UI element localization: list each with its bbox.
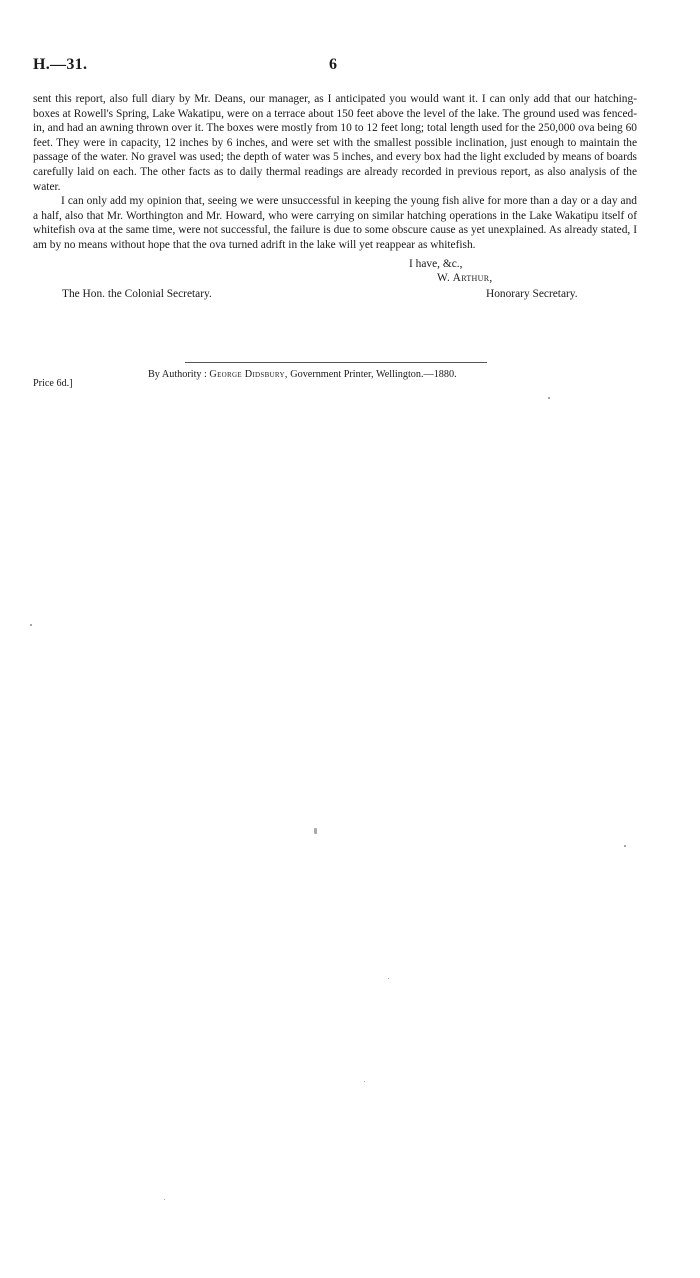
paper-speck xyxy=(388,978,389,979)
signer-name: W. Arthur, xyxy=(437,272,493,284)
paper-speck xyxy=(30,624,32,626)
footer-rule xyxy=(185,362,487,363)
closing-salutation: I have, &c., xyxy=(409,258,463,270)
addressee: The Hon. the Colonial Secretary. xyxy=(62,288,212,300)
paper-speck xyxy=(624,845,626,847)
printer-imprint xyxy=(148,369,457,380)
paper-speck xyxy=(548,397,550,399)
page-header xyxy=(33,56,641,80)
paper-speck xyxy=(164,1199,165,1200)
price-label: Price 6d.] xyxy=(33,378,73,389)
page-number: 6 xyxy=(329,56,337,73)
imprint-prefix: By Authority : xyxy=(148,369,207,380)
imprint-printer: George Didsbury, xyxy=(209,369,288,380)
report-body xyxy=(33,92,637,253)
paragraph-opinion: I can only add my opinion that, seeing we were unsuccessful in keeping the young fish alive for more than a day or a day and a half, also that Mr. Worthington and Mr. Howard, who were carrying on similar hatching operations in the Lake Wakatipu itself of whitefish ova at the same time, were not successful, the failure is due to some obscure cause as yet unexplained. As already stated, I am by no means without hope that the ova turned adrift in the lake will yet reappear as whitefish. xyxy=(33,195,637,251)
imprint-suffix: Government Printer, Wellington.—1880. xyxy=(290,369,457,380)
letter-closing xyxy=(33,258,641,328)
paper-speck xyxy=(314,828,317,834)
document-number: H.—31. xyxy=(33,56,88,73)
signer-title: Honorary Secretary. xyxy=(486,288,578,300)
paper-speck xyxy=(364,1081,365,1082)
paragraph-hatching-details: sent this report, also full diary by Mr. Deans, our manager, as I anticipated you would want it. I can only add that our hatching-boxes at Rowell's Spring, Lake Wakatipu, were on a terrace about 150 feet above the level of the lake. The ground used was fenced-in, and had an awning thrown over it. The boxes were mostly from 10 to 12 feet long; total length used for the 250,000 ova being 60 feet. They were in capacity, 12 inches by 6 inches, and were set with the smallest possible inclination, just enough to maintain the passage of the water. No gravel was used; the depth of water was 5 inches, and every box had the light excluded by means of boards carefully laid on each. The other facts as to daily thermal readings are already recorded in previous report, as also analysis of the water. xyxy=(33,93,637,193)
